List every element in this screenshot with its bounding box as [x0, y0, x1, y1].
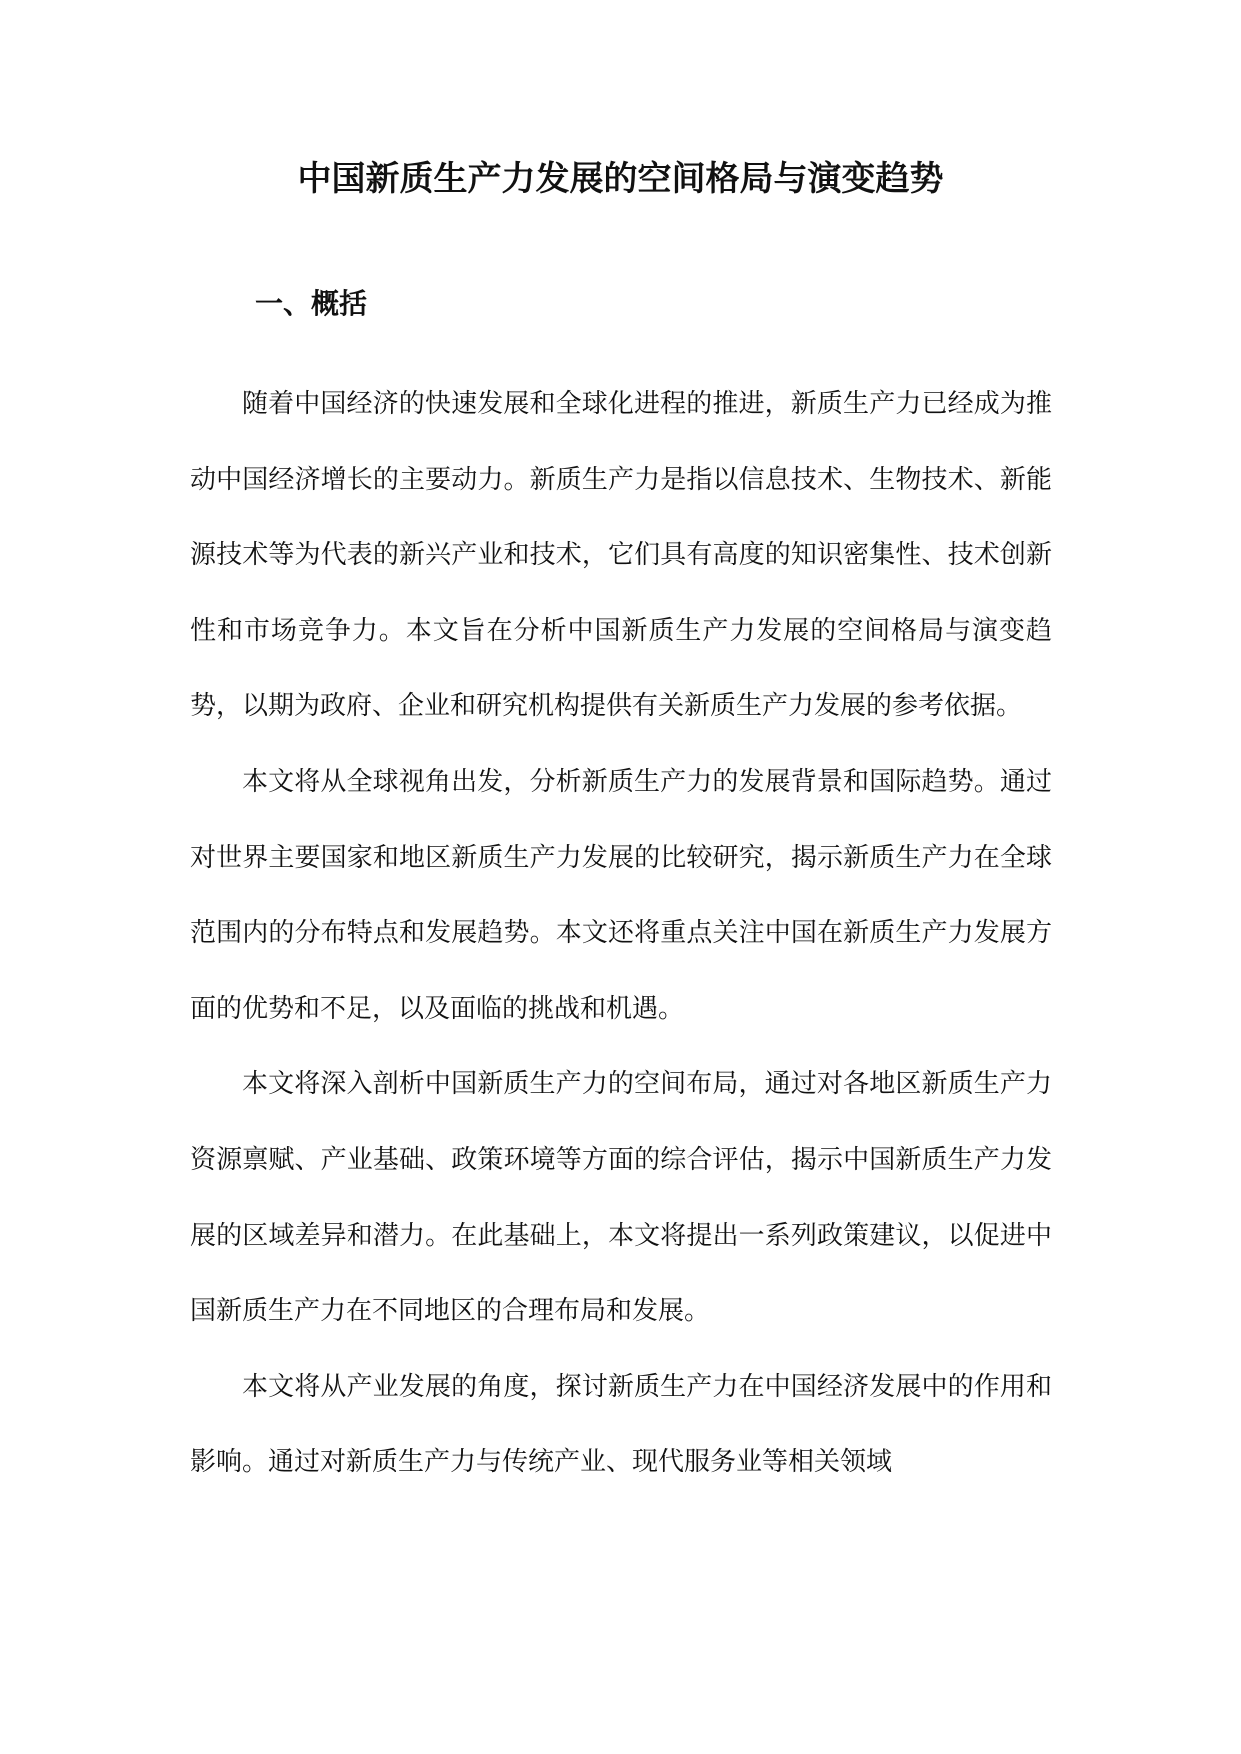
paragraph: 本文将从产业发展的角度，探讨新质生产力在中国经济发展中的作用和影响。通过对新质生产力与传统产业、现代服务业等相关领域 — [190, 1371, 1052, 1478]
document-title: 中国新质生产力发展的空间格局与演变趋势 — [297, 159, 944, 199]
body-text — [190, 367, 1052, 1501]
paragraph: 随着中国经济的快速发展和全球化进程的推进，新质生产力已经成为推动中国经济增长的主要动力。新质生产力是指以信息技术、生物技术、新能源技术等为代表的新兴产业和技术，它们具有高度的知识密集性、技术创新性和市场竞争力。本文旨在分析中国新质生产力发展的空间格局与演变趋势，以期为政府、企业和研究机构提供有关新质生产力发展的参考依据。 — [190, 389, 1052, 722]
paragraph: 本文将从全球视角出发，分析新质生产力的发展背景和国际趋势。通过对世界主要国家和地区新质生产力发展的比较研究，揭示新质生产力在全球范围内的分布特点和发展趋势。本文还将重点关注中国在新质生产力发展方面的优势和不足，以及面临的挑战和机遇。 — [190, 766, 1052, 1024]
paragraph: 本文将深入剖析中国新质生产力的空间布局，通过对各地区新质生产力资源禀赋、产业基础、政策环境等方面的综合评估，揭示中国新质生产力发展的区域差异和潜力。在此基础上，本文将提出一系列政策建议，以促进中国新质生产力在不同地区的合理布局和发展。 — [190, 1069, 1052, 1327]
section-heading: 一、概括 — [255, 287, 368, 320]
